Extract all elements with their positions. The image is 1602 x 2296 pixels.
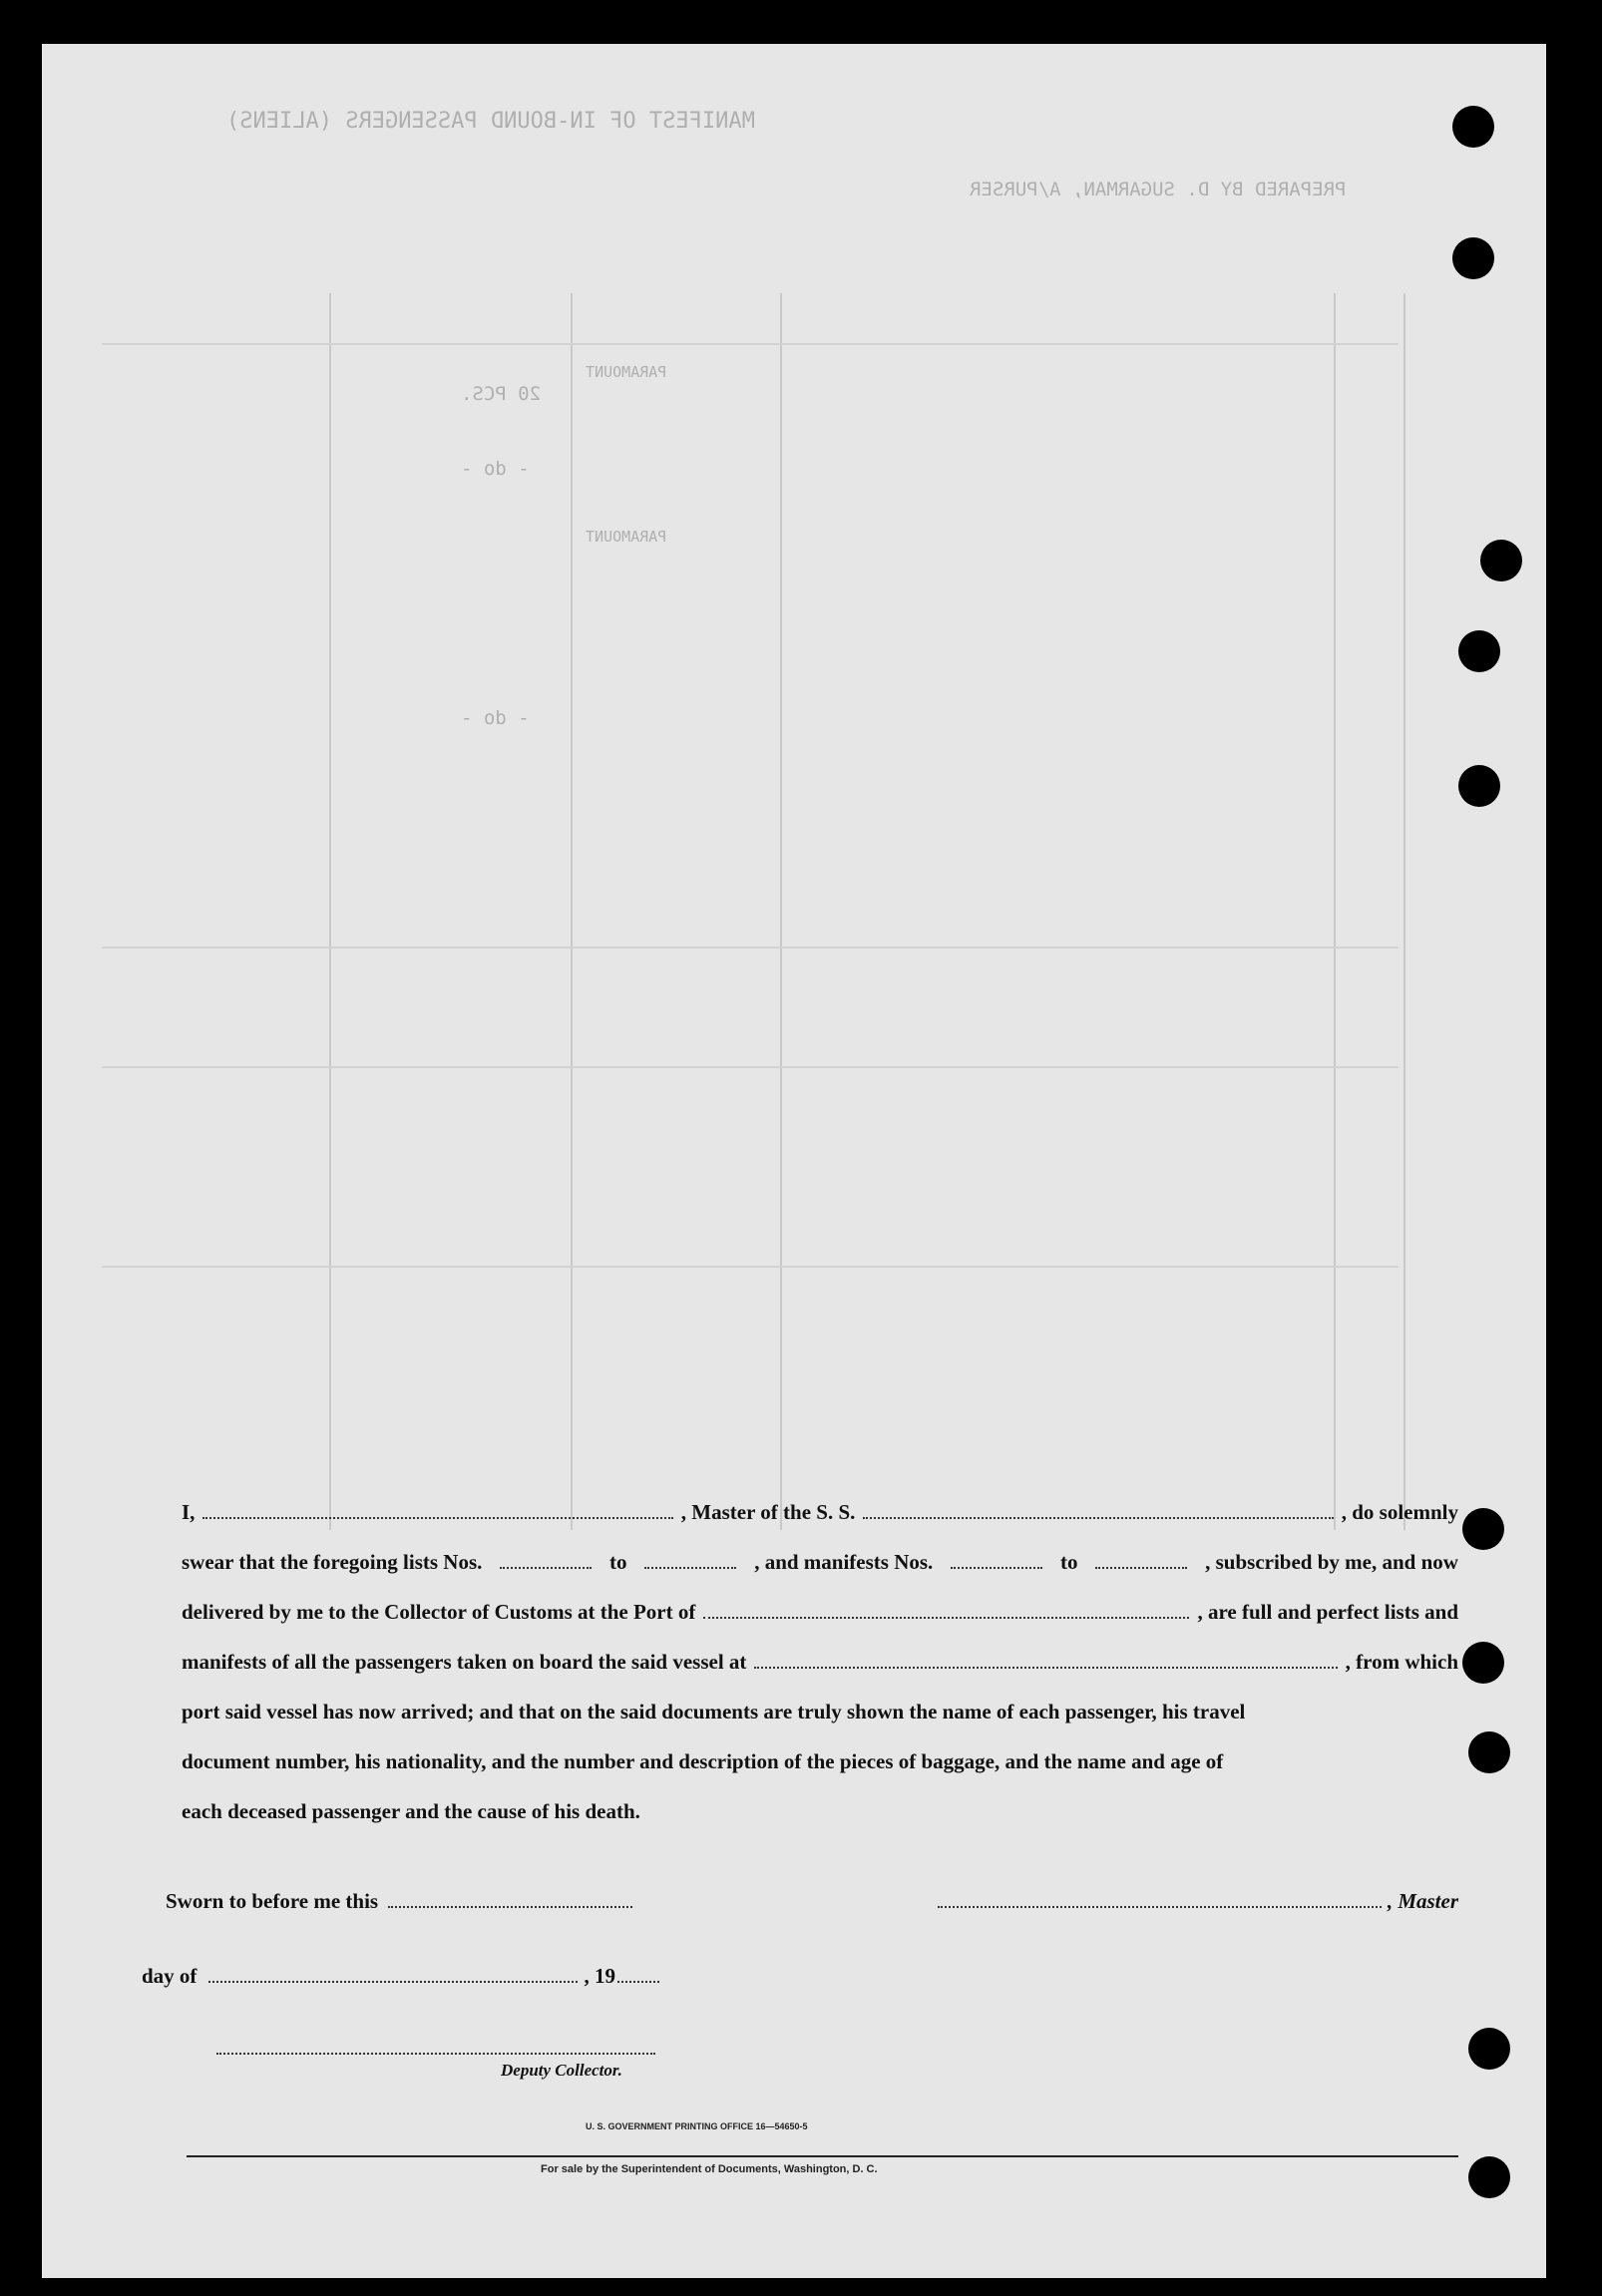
printer-mark: U. S. GOVERNMENT PRINTING OFFICE 16—54650-5 (586, 2121, 808, 2131)
punch-hole (1468, 1731, 1510, 1773)
punch-hole (1452, 237, 1494, 279)
signature-line (166, 1889, 1458, 1914)
blank-line (202, 1517, 672, 1519)
grid-line (1403, 293, 1405, 1530)
blank-line (388, 1906, 632, 1908)
bleed-cell: - do - (461, 458, 530, 480)
oath-text: , are full and perfect lists and (1197, 1600, 1458, 1624)
oath-text: swear that the foregoing lists Nos. (182, 1550, 483, 1574)
blank-line (208, 1981, 578, 1983)
oath-text: manifests of all the passengers taken on board the said vessel at (182, 1650, 747, 1674)
oath-text: , and manifests Nos. (754, 1550, 934, 1574)
oath-text: each deceased passenger and the cause of his death. (182, 1799, 640, 1823)
blank-line (617, 1981, 659, 1983)
oath-text: port said vessel has now arrived; and that on the said documents are truly shown the name of each passenger, his travel (182, 1700, 1246, 1723)
oath-text: document number, his nationality, and the number and description of the pieces of baggage, and the name and age of (182, 1749, 1224, 1773)
bleed-title: MANIFEST OF IN-BOUND PASSENGERS (ALIENS) (226, 109, 755, 134)
oath-text: delivered by me to the Collector of Customs at the Port of (182, 1600, 696, 1624)
bleed-prepared: PREPARED BY D. SUGARMAN, A/PURSER (970, 179, 1347, 200)
blank-line (1095, 1567, 1187, 1569)
sale-notice: For sale by the Superintendent of Documents, Washington, D. C. (541, 2163, 878, 2175)
punch-hole (1468, 2156, 1510, 2198)
punch-hole (1458, 630, 1500, 672)
grid-line (102, 1066, 1399, 1068)
footer-rule (187, 2155, 1458, 2157)
grid-line (1334, 293, 1336, 1530)
year-label: , 19 (584, 1964, 615, 1988)
grid-line (571, 293, 573, 1530)
grid-line (329, 293, 331, 1530)
bleed-cell: - do - (461, 707, 530, 729)
grid-line (102, 947, 1399, 949)
day-of-label: day of (142, 1964, 198, 1988)
deputy-label: Deputy Collector. (501, 2061, 622, 2080)
blank-line (703, 1617, 1189, 1619)
punch-hole (1458, 765, 1500, 807)
blank-line (500, 1567, 592, 1569)
bleed-cell: PARAMOUNT (586, 528, 667, 546)
oath-text: , subscribed by me, and now (1205, 1550, 1458, 1574)
grid-line (102, 1266, 1399, 1268)
punch-hole (1462, 1508, 1504, 1550)
date-line (142, 1964, 659, 1989)
oath-text: I, (182, 1500, 196, 1524)
sworn-label: Sworn to before me this (166, 1889, 379, 1913)
oath-text: , Master of the S. S. (680, 1500, 856, 1524)
oath-text: to (609, 1550, 627, 1574)
oath-text: , from which (1345, 1650, 1458, 1674)
punch-hole (1462, 1642, 1504, 1684)
blank-line (863, 1517, 1333, 1519)
form-page (42, 44, 1546, 2278)
blank-line (951, 1567, 1042, 1569)
blank-line (754, 1667, 1337, 1669)
oath-text: to (1059, 1550, 1078, 1574)
bleed-cell: PARAMOUNT (586, 363, 667, 381)
punch-hole (1452, 106, 1494, 148)
grid-line (102, 343, 1399, 345)
master-label: , Master (1387, 1889, 1458, 1913)
blank-line (938, 1906, 1382, 1908)
blank-line (216, 2053, 655, 2055)
bleed-cell: 20 PCS. (461, 383, 542, 405)
oath-text: , do solemnly (1341, 1500, 1459, 1524)
punch-hole (1468, 2028, 1510, 2070)
blank-line (644, 1567, 736, 1569)
grid-line (780, 293, 782, 1530)
punch-hole (1480, 540, 1522, 581)
